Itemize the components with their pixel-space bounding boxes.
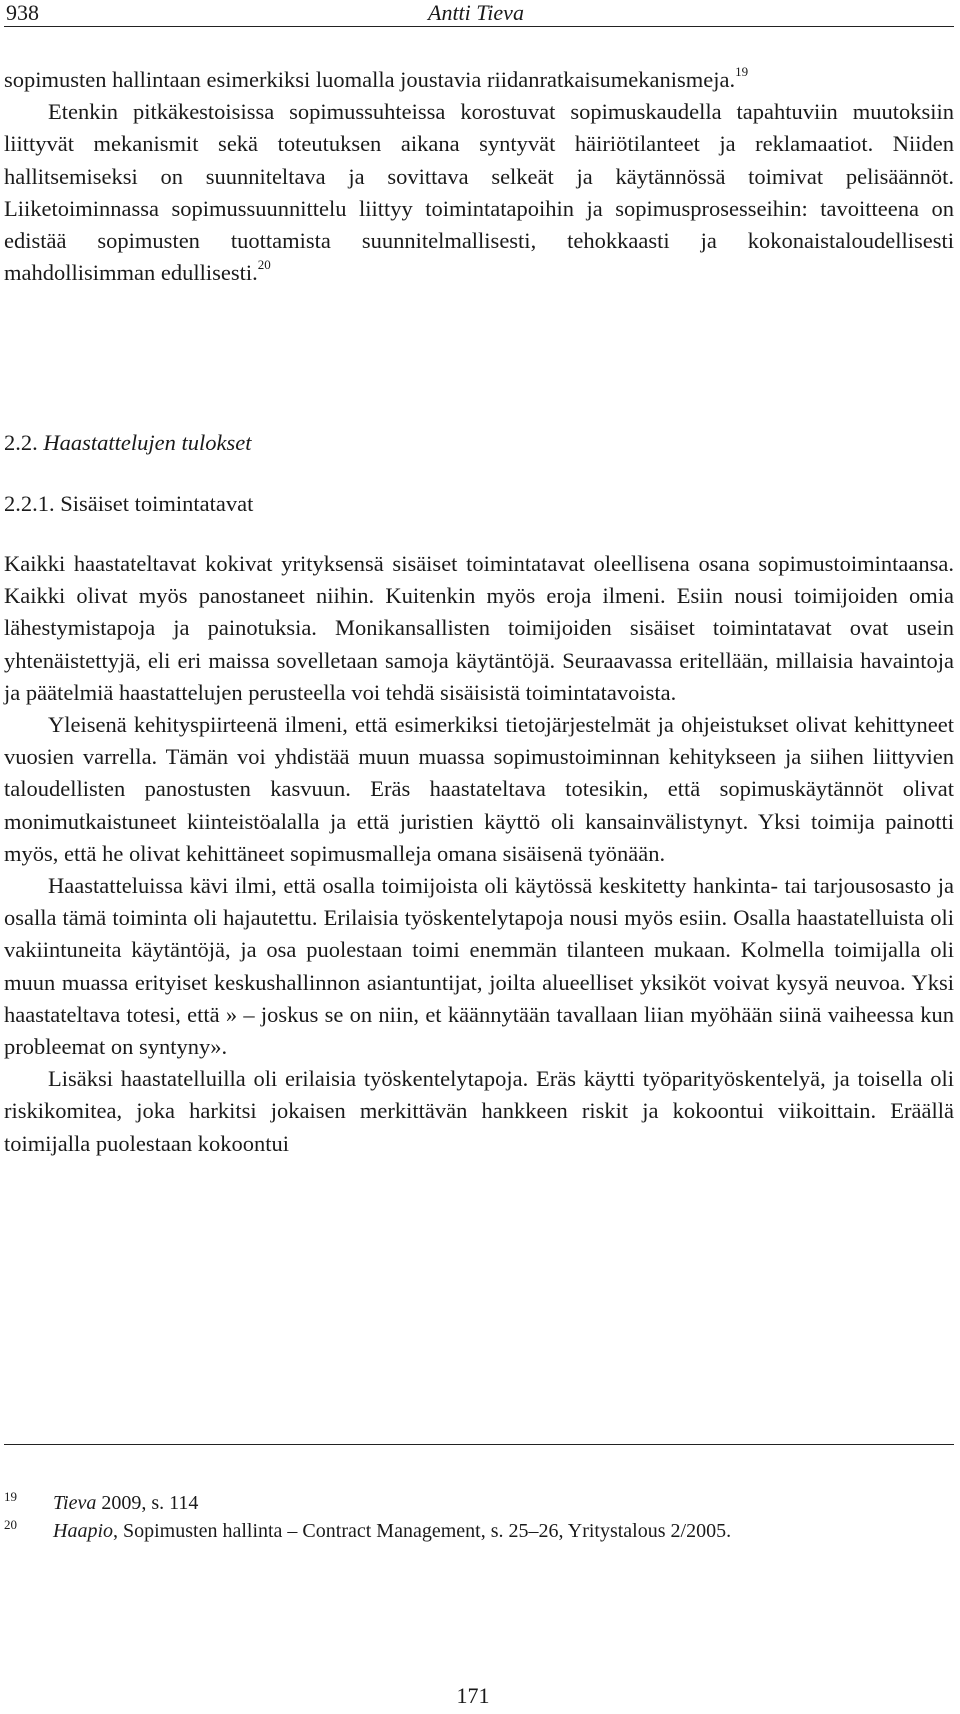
- section-heading-title: Haastattelujen tulokset: [43, 430, 252, 455]
- footnote-text: [53, 1517, 731, 1545]
- header-rule: [4, 26, 954, 27]
- body-text-section-2: [4, 548, 954, 1160]
- footnote-number: 19: [4, 1489, 17, 1504]
- paragraph: Yleisenä kehityspiirteenä ilmeni, että esimerkiksi tietojärjestelmät ja ohjeistukset olivat kehittyneet vuosien varrella. Tämän voi yhdistää muun muassa sopimustoiminnan kehitykseen ja siihen liittyvien taloudellisten panostusten kasvuun. Eräs haastateltava totesikin, että sopimuskäytännöt olivat monimutkaistuneet kiinteistöalalla ja että juristien käyttö oli kansainvälistynyt. Yksi toimija painotti myös, että he olivat kehittäneet sopimusmalleja omana sisäisenä työnään.: [4, 712, 954, 866]
- footnote-text: [53, 1489, 198, 1517]
- footnote-detail: , Sopimusten hallinta – Contract Management, s. 25–26, Yritystalous 2/2005.: [113, 1520, 732, 1542]
- paragraph: Haastatteluissa kävi ilmi, että osalla toimijoista oli käytössä keskitetty hankinta- tai tarjousosasto ja osalla tämä toiminta oli hajautettu. Erilaisia työskentelytapoja nousi myös esiin. Osalla haastatelluista oli vakiintuneita käytäntöjä, ja osa puolestaan toimi enemmän tilanteen mukaan. Kolmella toimijalla oli muun muassa erityiset keskushallinnon asiantuntijat, joilta alueelliset yksiköt voivat kysyä neuvoa. Yksi haastateltava totesi, että » – joskus se on niin, et käännytään tavallaan liian myöhään siinä vaiheessa kun probleemat on syntyny».: [4, 873, 954, 1060]
- paragraph: [4, 96, 954, 289]
- body-text-section-1: [4, 64, 954, 289]
- footnote: [4, 1517, 954, 1545]
- paragraph: [4, 64, 954, 96]
- paragraph-text: sopimusten hallintaan esimerkiksi luomalla joustavia riidanratkaisumekanismeja.: [4, 67, 736, 92]
- subsection-heading: [4, 489, 253, 519]
- footnote-ref[interactable]: 20: [257, 257, 271, 273]
- section-heading-number: 2.2.: [4, 430, 38, 455]
- header-author: Antti Tieva: [428, 0, 524, 25]
- footnote-source: Tieva: [53, 1492, 97, 1514]
- paragraph: Kaikki haastateltavat kokivat yrityksensä sisäiset toimintatavat oleellisena osana sopimustoimintaansa. Kaikki olivat myös panostaneet niihin. Kuitenkin myös eroja ilmeni. Esiin nousi toimijoiden omia lähestymistapoja ja painotuksia. Monikansallisten toimijoiden sisäiset toimintatavat ovat usein yhtenäistettyjä, eli eri maissa sovelletaan samoja käytäntöjä. Seuraavassa eritellään, millaisia havaintoja ja päätelmiä haastattelujen perusteella voi tehdä sisäisistä toimintatavoista.: [4, 551, 954, 705]
- footnote-source: Haapio: [53, 1520, 113, 1542]
- section-heading: [4, 428, 251, 458]
- subsection-heading-number: 2.2.1.: [4, 491, 55, 516]
- footnotes: [4, 1489, 954, 1545]
- footnote-detail: 2009, s. 114: [96, 1492, 199, 1514]
- header-page-number: 938: [6, 0, 39, 25]
- subsection-heading-title: Sisäiset toimintatavat: [60, 491, 254, 516]
- folio-number: 171: [456, 1683, 490, 1708]
- paragraph-text: Etenkin pitkäkestoisissa sopimussuhteissa korostuvat sopimuskaudella tapahtuviin muutoksiin liittyvät mekanismit sekä toteutuksen aikana syntyvät häiriötilanteet ja reklamaatiot. Niiden hallitsemiseksi on suunniteltava ja sovittava selkeät ja käytännössä toimivat pelisäännöt. Liiketoiminnassa sopimussuunnittelu liittyy toimintatapoihin ja sopimusprosesseihin: tavoitteena on edistää sopimusten tuottamista suunnitelmallisesti, tehokkaasti ja kokonaistaloudellisesti mahdollisimman edullisesti.: [4, 99, 954, 286]
- paragraph: Lisäksi haastatelluilla oli erilaisia työskentelytapoja. Eräs käytti työparityöskentelyä, ja toisella oli riskikomitea, joka harkitsi jokaisen merkittävän hankkeen riskit ja kokoontui viikoittain. Eräällä toimijalla puolestaan kokoontui: [4, 1066, 954, 1156]
- footnote-ref[interactable]: 19: [735, 64, 749, 79]
- footnote: [4, 1489, 954, 1517]
- footnote-rule: [4, 1444, 954, 1445]
- footnote-number: 20: [4, 1517, 17, 1532]
